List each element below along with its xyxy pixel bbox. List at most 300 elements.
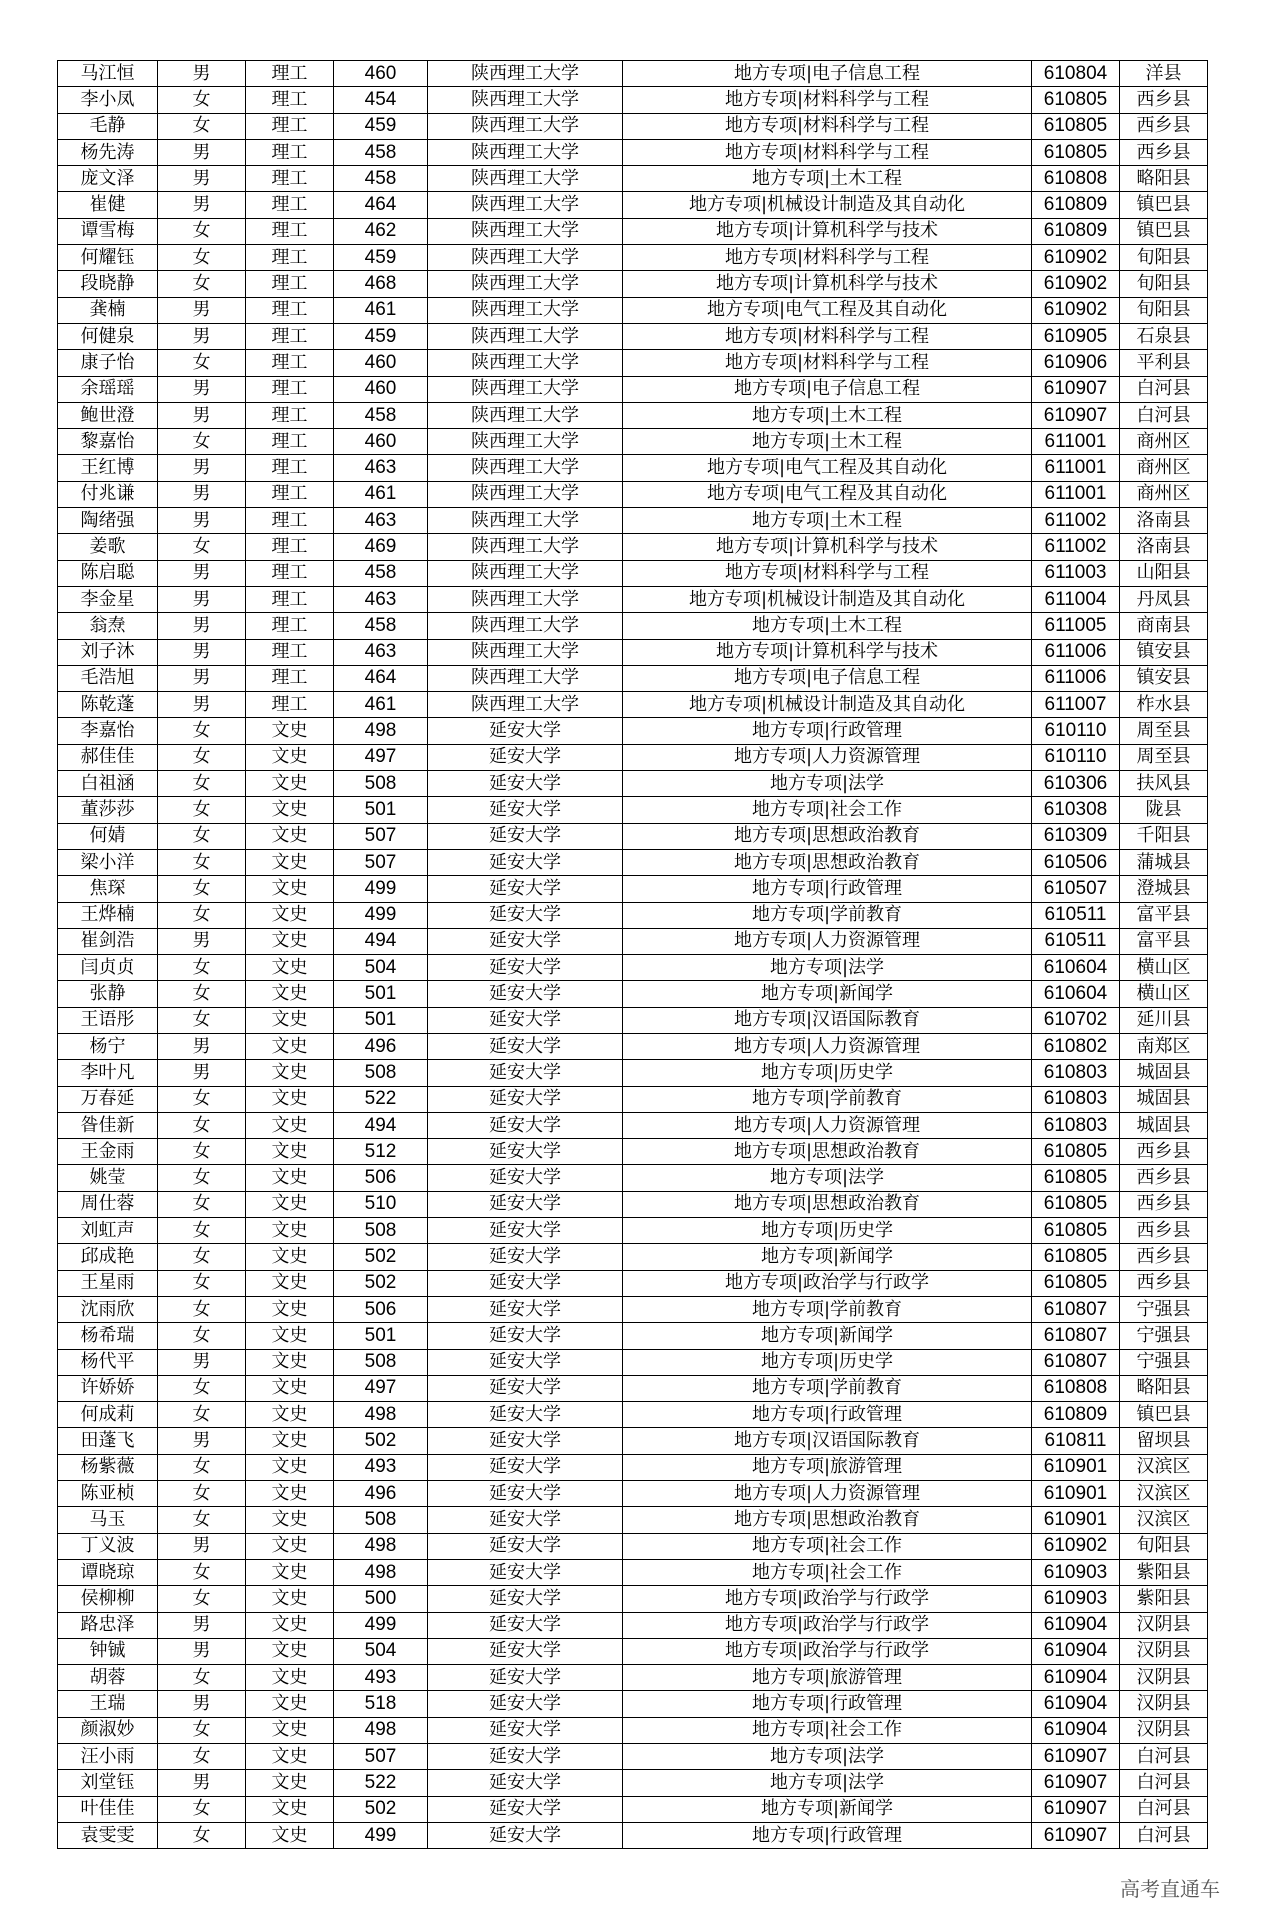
gender-cell: 男 xyxy=(158,1428,246,1454)
table-row xyxy=(58,323,1208,349)
code-cell: 610808 xyxy=(1032,1375,1120,1401)
county-cell: 宁强县 xyxy=(1120,1349,1208,1375)
name-cell: 刘堂钰 xyxy=(58,1770,158,1796)
table-row xyxy=(58,166,1208,192)
score-cell: 497 xyxy=(334,744,428,770)
name-cell: 崔健 xyxy=(58,192,158,218)
code-cell: 610904 xyxy=(1032,1612,1120,1638)
gender-cell: 女 xyxy=(158,771,246,797)
gender-cell: 女 xyxy=(158,271,246,297)
major-cell: 地方专项|人力资源管理 xyxy=(623,744,1032,770)
major-cell: 地方专项|机械设计制造及其自动化 xyxy=(623,192,1032,218)
name-cell: 段晓静 xyxy=(58,271,158,297)
major-cell: 地方专项|思想政治教育 xyxy=(623,823,1032,849)
gender-cell: 女 xyxy=(158,1296,246,1322)
category-cell: 理工 xyxy=(246,508,334,534)
name-cell: 邱成艳 xyxy=(58,1244,158,1270)
score-cell: 459 xyxy=(334,245,428,271)
university-cell: 延安大学 xyxy=(428,1770,623,1796)
code-cell: 610804 xyxy=(1032,61,1120,87)
code-cell: 610906 xyxy=(1032,350,1120,376)
name-cell: 康子怡 xyxy=(58,350,158,376)
county-cell: 丹凤县 xyxy=(1120,586,1208,612)
table-row xyxy=(58,1454,1208,1480)
score-cell: 499 xyxy=(334,902,428,928)
university-cell: 陕西理工大学 xyxy=(428,560,623,586)
major-cell: 地方专项|土木工程 xyxy=(623,166,1032,192)
code-cell: 610907 xyxy=(1032,1822,1120,1848)
university-cell: 延安大学 xyxy=(428,1033,623,1059)
table-row xyxy=(58,1612,1208,1638)
code-cell: 610506 xyxy=(1032,849,1120,875)
code-cell: 611001 xyxy=(1032,455,1120,481)
gender-cell: 女 xyxy=(158,1007,246,1033)
table-row xyxy=(58,192,1208,218)
university-cell: 延安大学 xyxy=(428,1559,623,1585)
name-cell: 何耀钰 xyxy=(58,245,158,271)
county-cell: 汉滨区 xyxy=(1120,1454,1208,1480)
score-cell: 498 xyxy=(334,1533,428,1559)
university-cell: 陕西理工大学 xyxy=(428,481,623,507)
name-cell: 陈启聪 xyxy=(58,560,158,586)
gender-cell: 女 xyxy=(158,823,246,849)
county-cell: 汉阴县 xyxy=(1120,1638,1208,1664)
county-cell: 镇巴县 xyxy=(1120,192,1208,218)
score-cell: 507 xyxy=(334,1744,428,1770)
county-cell: 略阳县 xyxy=(1120,1375,1208,1401)
county-cell: 镇巴县 xyxy=(1120,218,1208,244)
score-cell: 464 xyxy=(334,665,428,691)
score-cell: 499 xyxy=(334,1612,428,1638)
category-cell: 文史 xyxy=(246,1191,334,1217)
table-row xyxy=(58,1112,1208,1138)
county-cell: 紫阳县 xyxy=(1120,1559,1208,1585)
gender-cell: 男 xyxy=(158,297,246,323)
university-cell: 陕西理工大学 xyxy=(428,455,623,481)
table-row xyxy=(58,1007,1208,1033)
category-cell: 文史 xyxy=(246,1244,334,1270)
major-cell: 地方专项|材料科学与工程 xyxy=(623,560,1032,586)
county-cell: 汉滨区 xyxy=(1120,1481,1208,1507)
code-cell: 611006 xyxy=(1032,665,1120,691)
major-cell: 地方专项|材料科学与工程 xyxy=(623,113,1032,139)
category-cell: 文史 xyxy=(246,1691,334,1717)
category-cell: 文史 xyxy=(246,1007,334,1033)
table-row xyxy=(58,1270,1208,1296)
university-cell: 延安大学 xyxy=(428,771,623,797)
category-cell: 文史 xyxy=(246,1717,334,1743)
code-cell: 610805 xyxy=(1032,139,1120,165)
major-cell: 地方专项|思想政治教育 xyxy=(623,1507,1032,1533)
code-cell: 610902 xyxy=(1032,297,1120,323)
major-cell: 地方专项|政治学与行政学 xyxy=(623,1638,1032,1664)
university-cell: 延安大学 xyxy=(428,1717,623,1743)
gender-cell: 女 xyxy=(158,1822,246,1848)
category-cell: 理工 xyxy=(246,192,334,218)
major-cell: 地方专项|计算机科学与技术 xyxy=(623,271,1032,297)
table-row xyxy=(58,771,1208,797)
category-cell: 文史 xyxy=(246,876,334,902)
code-cell: 610808 xyxy=(1032,166,1120,192)
category-cell: 文史 xyxy=(246,1086,334,1112)
county-cell: 白河县 xyxy=(1120,376,1208,402)
category-cell: 文史 xyxy=(246,981,334,1007)
code-cell: 611007 xyxy=(1032,692,1120,718)
county-cell: 西乡县 xyxy=(1120,1218,1208,1244)
gender-cell: 女 xyxy=(158,1796,246,1822)
gender-cell: 男 xyxy=(158,1770,246,1796)
university-cell: 延安大学 xyxy=(428,1270,623,1296)
gender-cell: 女 xyxy=(158,1559,246,1585)
code-cell: 610309 xyxy=(1032,823,1120,849)
major-cell: 地方专项|思想政治教育 xyxy=(623,1139,1032,1165)
table-row xyxy=(58,1139,1208,1165)
name-cell: 昝佳新 xyxy=(58,1112,158,1138)
code-cell: 610604 xyxy=(1032,981,1120,1007)
major-cell: 地方专项|人力资源管理 xyxy=(623,1112,1032,1138)
category-cell: 理工 xyxy=(246,87,334,113)
name-cell: 颜淑妙 xyxy=(58,1717,158,1743)
code-cell: 610811 xyxy=(1032,1428,1120,1454)
score-cell: 497 xyxy=(334,1375,428,1401)
gender-cell: 男 xyxy=(158,481,246,507)
category-cell: 文史 xyxy=(246,1296,334,1322)
code-cell: 610805 xyxy=(1032,1244,1120,1270)
score-cell: 493 xyxy=(334,1665,428,1691)
category-cell: 理工 xyxy=(246,455,334,481)
major-cell: 地方专项|政治学与行政学 xyxy=(623,1270,1032,1296)
category-cell: 理工 xyxy=(246,245,334,271)
table-row xyxy=(58,1717,1208,1743)
university-cell: 延安大学 xyxy=(428,1112,623,1138)
university-cell: 延安大学 xyxy=(428,1165,623,1191)
county-cell: 洛南县 xyxy=(1120,508,1208,534)
code-cell: 610702 xyxy=(1032,1007,1120,1033)
major-cell: 地方专项|法学 xyxy=(623,1165,1032,1191)
table-row xyxy=(58,61,1208,87)
code-cell: 610110 xyxy=(1032,718,1120,744)
gender-cell: 男 xyxy=(158,1612,246,1638)
county-cell: 汉阴县 xyxy=(1120,1665,1208,1691)
category-cell: 文史 xyxy=(246,1559,334,1585)
name-cell: 路忠泽 xyxy=(58,1612,158,1638)
major-cell: 地方专项|政治学与行政学 xyxy=(623,1586,1032,1612)
table-row xyxy=(58,1086,1208,1112)
county-cell: 城固县 xyxy=(1120,1060,1208,1086)
table-body xyxy=(58,61,1208,1849)
code-cell: 610901 xyxy=(1032,1481,1120,1507)
university-cell: 延安大学 xyxy=(428,1481,623,1507)
table-row xyxy=(58,1586,1208,1612)
gender-cell: 女 xyxy=(158,1375,246,1401)
university-cell: 延安大学 xyxy=(428,876,623,902)
name-cell: 杨希瑞 xyxy=(58,1323,158,1349)
category-cell: 文史 xyxy=(246,1533,334,1559)
gender-cell: 女 xyxy=(158,849,246,875)
major-cell: 地方专项|电子信息工程 xyxy=(623,665,1032,691)
table-row xyxy=(58,1770,1208,1796)
gender-cell: 男 xyxy=(158,192,246,218)
code-cell: 610901 xyxy=(1032,1454,1120,1480)
table-row xyxy=(58,823,1208,849)
name-cell: 李嘉怡 xyxy=(58,718,158,744)
major-cell: 地方专项|材料科学与工程 xyxy=(623,87,1032,113)
gender-cell: 女 xyxy=(158,218,246,244)
category-cell: 理工 xyxy=(246,166,334,192)
name-cell: 丁义波 xyxy=(58,1533,158,1559)
table-row xyxy=(58,508,1208,534)
major-cell: 地方专项|计算机科学与技术 xyxy=(623,534,1032,560)
table-row xyxy=(58,797,1208,823)
name-cell: 杨先涛 xyxy=(58,139,158,165)
category-cell: 文史 xyxy=(246,1139,334,1165)
county-cell: 镇巴县 xyxy=(1120,1402,1208,1428)
code-cell: 611001 xyxy=(1032,429,1120,455)
gender-cell: 男 xyxy=(158,508,246,534)
table-row xyxy=(58,402,1208,428)
county-cell: 汉阴县 xyxy=(1120,1717,1208,1743)
gender-cell: 女 xyxy=(158,350,246,376)
score-cell: 469 xyxy=(334,534,428,560)
table-row xyxy=(58,876,1208,902)
university-cell: 延安大学 xyxy=(428,1139,623,1165)
watermark-text: 高考直通车 xyxy=(1120,1877,1220,1901)
name-cell: 刘子沐 xyxy=(58,639,158,665)
gender-cell: 男 xyxy=(158,613,246,639)
category-cell: 文史 xyxy=(246,1375,334,1401)
county-cell: 紫阳县 xyxy=(1120,1586,1208,1612)
name-cell: 龚楠 xyxy=(58,297,158,323)
major-cell: 地方专项|土木工程 xyxy=(623,402,1032,428)
gender-cell: 男 xyxy=(158,376,246,402)
major-cell: 地方专项|社会工作 xyxy=(623,797,1032,823)
table-row xyxy=(58,455,1208,481)
code-cell: 610807 xyxy=(1032,1323,1120,1349)
category-cell: 文史 xyxy=(246,1796,334,1822)
table-row xyxy=(58,139,1208,165)
university-cell: 陕西理工大学 xyxy=(428,87,623,113)
name-cell: 余瑶瑶 xyxy=(58,376,158,402)
university-cell: 延安大学 xyxy=(428,1507,623,1533)
university-cell: 延安大学 xyxy=(428,797,623,823)
gender-cell: 女 xyxy=(158,1218,246,1244)
gender-cell: 男 xyxy=(158,455,246,481)
score-cell: 507 xyxy=(334,823,428,849)
code-cell: 610805 xyxy=(1032,1270,1120,1296)
table-row xyxy=(58,113,1208,139)
county-cell: 周至县 xyxy=(1120,718,1208,744)
gender-cell: 男 xyxy=(158,1060,246,1086)
table-row xyxy=(58,1665,1208,1691)
category-cell: 理工 xyxy=(246,376,334,402)
code-cell: 610511 xyxy=(1032,928,1120,954)
category-cell: 理工 xyxy=(246,323,334,349)
category-cell: 文史 xyxy=(246,902,334,928)
score-cell: 507 xyxy=(334,849,428,875)
code-cell: 610907 xyxy=(1032,402,1120,428)
name-cell: 毛静 xyxy=(58,113,158,139)
gender-cell: 女 xyxy=(158,87,246,113)
name-cell: 王语彤 xyxy=(58,1007,158,1033)
category-cell: 文史 xyxy=(246,1612,334,1638)
code-cell: 610907 xyxy=(1032,1770,1120,1796)
university-cell: 陕西理工大学 xyxy=(428,271,623,297)
category-cell: 文史 xyxy=(246,1822,334,1848)
county-cell: 澄城县 xyxy=(1120,876,1208,902)
university-cell: 延安大学 xyxy=(428,1296,623,1322)
university-cell: 陕西理工大学 xyxy=(428,61,623,87)
university-cell: 延安大学 xyxy=(428,1375,623,1401)
code-cell: 610803 xyxy=(1032,1060,1120,1086)
gender-cell: 女 xyxy=(158,1270,246,1296)
university-cell: 陕西理工大学 xyxy=(428,323,623,349)
name-cell: 谭晓琼 xyxy=(58,1559,158,1585)
code-cell: 610803 xyxy=(1032,1112,1120,1138)
name-cell: 崔剑浩 xyxy=(58,928,158,954)
gender-cell: 女 xyxy=(158,113,246,139)
name-cell: 白祖涵 xyxy=(58,771,158,797)
gender-cell: 男 xyxy=(158,1691,246,1717)
score-cell: 464 xyxy=(334,192,428,218)
university-cell: 延安大学 xyxy=(428,1191,623,1217)
category-cell: 理工 xyxy=(246,350,334,376)
category-cell: 文史 xyxy=(246,823,334,849)
name-cell: 周仕蓉 xyxy=(58,1191,158,1217)
category-cell: 文史 xyxy=(246,771,334,797)
gender-cell: 女 xyxy=(158,797,246,823)
university-cell: 延安大学 xyxy=(428,1691,623,1717)
university-cell: 延安大学 xyxy=(428,1007,623,1033)
county-cell: 白河县 xyxy=(1120,1822,1208,1848)
gender-cell: 女 xyxy=(158,1191,246,1217)
county-cell: 西乡县 xyxy=(1120,1244,1208,1270)
gender-cell: 女 xyxy=(158,1665,246,1691)
gender-cell: 女 xyxy=(158,1323,246,1349)
major-cell: 地方专项|行政管理 xyxy=(623,1822,1032,1848)
county-cell: 西乡县 xyxy=(1120,1191,1208,1217)
university-cell: 延安大学 xyxy=(428,1349,623,1375)
major-cell: 地方专项|材料科学与工程 xyxy=(623,323,1032,349)
score-cell: 499 xyxy=(334,876,428,902)
table-row xyxy=(58,849,1208,875)
name-cell: 钟铖 xyxy=(58,1638,158,1664)
category-cell: 文史 xyxy=(246,744,334,770)
major-cell: 地方专项|电子信息工程 xyxy=(623,61,1032,87)
gender-cell: 男 xyxy=(158,61,246,87)
county-cell: 商州区 xyxy=(1120,429,1208,455)
university-cell: 陕西理工大学 xyxy=(428,350,623,376)
score-cell: 512 xyxy=(334,1139,428,1165)
name-cell: 董莎莎 xyxy=(58,797,158,823)
name-cell: 王烨楠 xyxy=(58,902,158,928)
category-cell: 文史 xyxy=(246,718,334,744)
score-cell: 458 xyxy=(334,166,428,192)
major-cell: 地方专项|材料科学与工程 xyxy=(623,350,1032,376)
name-cell: 许娇娇 xyxy=(58,1375,158,1401)
name-cell: 郝佳佳 xyxy=(58,744,158,770)
university-cell: 陕西理工大学 xyxy=(428,692,623,718)
score-cell: 463 xyxy=(334,586,428,612)
gender-cell: 女 xyxy=(158,1481,246,1507)
code-cell: 610604 xyxy=(1032,955,1120,981)
table-row xyxy=(58,1428,1208,1454)
score-cell: 458 xyxy=(334,560,428,586)
score-cell: 463 xyxy=(334,639,428,665)
table-row xyxy=(58,245,1208,271)
county-cell: 洛南县 xyxy=(1120,534,1208,560)
category-cell: 理工 xyxy=(246,402,334,428)
table-row xyxy=(58,1402,1208,1428)
university-cell: 陕西理工大学 xyxy=(428,665,623,691)
university-cell: 延安大学 xyxy=(428,1244,623,1270)
table-row xyxy=(58,586,1208,612)
name-cell: 王瑞 xyxy=(58,1691,158,1717)
table-row xyxy=(58,1033,1208,1059)
code-cell: 611006 xyxy=(1032,639,1120,665)
score-cell: 498 xyxy=(334,1402,428,1428)
major-cell: 地方专项|历史学 xyxy=(623,1349,1032,1375)
major-cell: 地方专项|法学 xyxy=(623,955,1032,981)
county-cell: 略阳县 xyxy=(1120,166,1208,192)
university-cell: 陕西理工大学 xyxy=(428,429,623,455)
score-cell: 506 xyxy=(334,1165,428,1191)
name-cell: 庞文泽 xyxy=(58,166,158,192)
name-cell: 张静 xyxy=(58,981,158,1007)
university-cell: 延安大学 xyxy=(428,981,623,1007)
county-cell: 汉滨区 xyxy=(1120,1507,1208,1533)
county-cell: 白河县 xyxy=(1120,1796,1208,1822)
table-row xyxy=(58,1691,1208,1717)
table-row xyxy=(58,429,1208,455)
code-cell: 610110 xyxy=(1032,744,1120,770)
university-cell: 延安大学 xyxy=(428,1218,623,1244)
major-cell: 地方专项|社会工作 xyxy=(623,1717,1032,1743)
county-cell: 石泉县 xyxy=(1120,323,1208,349)
county-cell: 山阳县 xyxy=(1120,560,1208,586)
major-cell: 地方专项|电气工程及其自动化 xyxy=(623,297,1032,323)
gender-cell: 女 xyxy=(158,981,246,1007)
gender-cell: 男 xyxy=(158,166,246,192)
county-cell: 宁强县 xyxy=(1120,1296,1208,1322)
university-cell: 陕西理工大学 xyxy=(428,245,623,271)
gender-cell: 女 xyxy=(158,534,246,560)
code-cell: 610904 xyxy=(1032,1638,1120,1664)
county-cell: 周至县 xyxy=(1120,744,1208,770)
university-cell: 延安大学 xyxy=(428,1586,623,1612)
county-cell: 商州区 xyxy=(1120,455,1208,481)
category-cell: 文史 xyxy=(246,1218,334,1244)
score-cell: 502 xyxy=(334,1796,428,1822)
category-cell: 文史 xyxy=(246,797,334,823)
name-cell: 陈乾蓬 xyxy=(58,692,158,718)
category-cell: 理工 xyxy=(246,586,334,612)
major-cell: 地方专项|土木工程 xyxy=(623,613,1032,639)
major-cell: 地方专项|汉语国际教育 xyxy=(623,1007,1032,1033)
code-cell: 610803 xyxy=(1032,1086,1120,1112)
major-cell: 地方专项|学前教育 xyxy=(623,1375,1032,1401)
code-cell: 610902 xyxy=(1032,1533,1120,1559)
code-cell: 610809 xyxy=(1032,192,1120,218)
table-row xyxy=(58,350,1208,376)
major-cell: 地方专项|电气工程及其自动化 xyxy=(623,455,1032,481)
major-cell: 地方专项|计算机科学与技术 xyxy=(623,639,1032,665)
county-cell: 白河县 xyxy=(1120,1744,1208,1770)
university-cell: 陕西理工大学 xyxy=(428,113,623,139)
name-cell: 杨紫薇 xyxy=(58,1454,158,1480)
major-cell: 地方专项|机械设计制造及其自动化 xyxy=(623,692,1032,718)
name-cell: 李叶凡 xyxy=(58,1060,158,1086)
category-cell: 理工 xyxy=(246,113,334,139)
